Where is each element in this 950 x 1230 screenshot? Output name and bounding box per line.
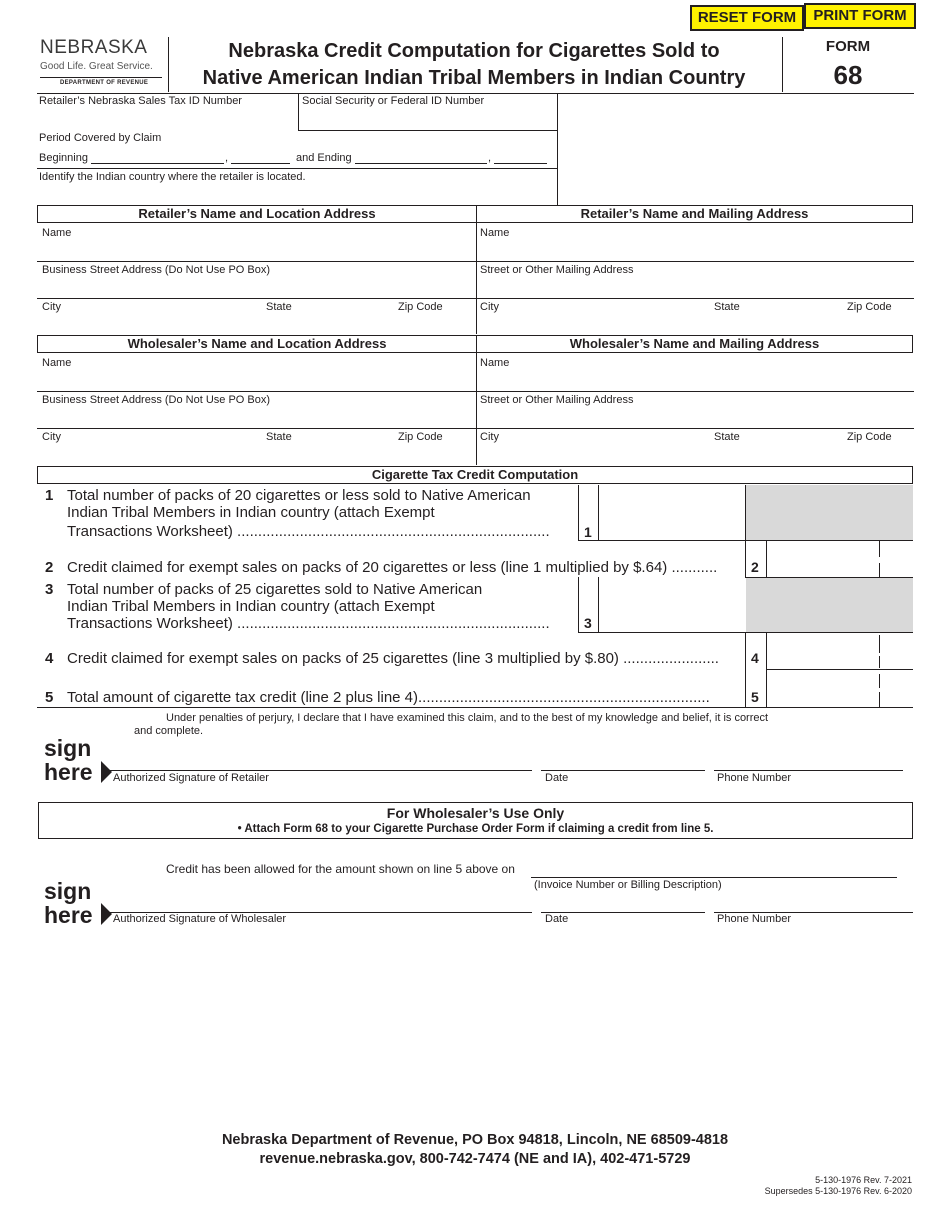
invoice-input[interactable] [532, 856, 896, 876]
ssn-fein-label: Social Security or Federal ID Number [302, 95, 485, 107]
line-4-cents-input[interactable] [881, 635, 912, 668]
line-2-cents-input[interactable] [881, 543, 912, 576]
line-5-dollars-input[interactable] [768, 671, 878, 706]
wholesaler-state-label: State [266, 431, 292, 443]
retailer-mailing-street-input[interactable] [478, 277, 912, 297]
line-1-number: 1 [45, 487, 54, 504]
wholesaler-city-label: City [42, 431, 61, 443]
line-3-box-label: 3 [584, 615, 592, 631]
wholesaler-mailing-city-state-zip-input[interactable] [478, 444, 912, 464]
footer-rev-block [765, 1175, 912, 1197]
indian-country-input[interactable] [38, 184, 556, 204]
beginning-date-input[interactable] [91, 163, 224, 164]
title-line-2: Native American Indian Tribal Members in Indian Country [202, 67, 746, 89]
wholesaler-mailing-header: Wholesaler’s Name and Mailing Address [476, 335, 913, 353]
line-4-number: 4 [45, 650, 54, 667]
retailer-mailing-city-state-zip-input[interactable] [478, 314, 912, 333]
line-3-input[interactable] [600, 578, 744, 632]
wholesaler-mailing-city-label: City [480, 431, 499, 443]
retailer-date-label: Date [545, 772, 569, 784]
line-5-number: 5 [45, 689, 54, 706]
sign-arrow-icon [101, 761, 112, 783]
comma-1: , [225, 152, 229, 164]
here-label-2: here [44, 902, 93, 928]
retailer-mailing-name-input[interactable] [478, 240, 912, 260]
wholesaler-zip-label: Zip Code [398, 431, 443, 443]
logo-tagline: Good Life. Great Service. [40, 61, 153, 72]
period-label: Period Covered by Claim [39, 132, 162, 144]
line-3-text-2: Indian Tribal Members in Indian country (attach Exempt [67, 598, 435, 615]
retailer-mailing-header: Retailer’s Name and Mailing Address [476, 205, 913, 223]
print-form-button[interactable]: PRINT FORM [804, 3, 916, 29]
retailer-mailing-name-label: Name [480, 227, 510, 239]
comma-2: , [488, 152, 492, 164]
line-1-text-1: Total number of packs of 20 cigarettes or less sold to Native American [67, 487, 531, 504]
line-3-number: 3 [45, 581, 54, 598]
title-line-1: Nebraska Credit Computation for Cigarettes Sold to [228, 40, 720, 62]
ending-date-input[interactable] [355, 163, 487, 164]
logo-name: NEBRASKA [40, 37, 148, 58]
wholesaler-mailing-name-label: Name [480, 357, 510, 369]
form-label: FORM [825, 38, 871, 55]
wholesaler-phone-label: Phone Number [717, 913, 791, 925]
line-3-shaded [746, 577, 913, 632]
retailer-mailing-street-label: Street or Other Mailing Address [480, 264, 634, 276]
retailer-city-state-zip-input[interactable] [38, 314, 474, 333]
retailer-name-input[interactable] [38, 240, 474, 260]
wholesaler-signature-label: Authorized Signature of Wholesaler [113, 913, 287, 925]
line-4-dollars-input[interactable] [768, 635, 878, 668]
ending-year-input[interactable] [494, 163, 547, 164]
footer-supersedes: Supersedes 5-130-1976 Rev. 6-2020 [764, 1186, 912, 1196]
footer-rev: 5-130-1976 Rev. 7-2021 [815, 1175, 912, 1185]
footer-contact: revenue.nebraska.gov, 800-742-7474 (NE and IA), 402-471-5729 [259, 1151, 691, 1167]
form-title [168, 38, 780, 92]
retailer-mailing-city-label: City [480, 301, 499, 313]
line-2-dollars-input[interactable] [768, 543, 878, 576]
wholesaler-use-title: For Wholesaler’s Use Only [386, 805, 565, 821]
wholesaler-street-input[interactable] [38, 407, 474, 427]
line-2-text: Credit claimed for exempt sales on packs of 20 cigarettes or less (line 1 multiplied by $.64) ........... [67, 559, 718, 576]
ssn-fein-input[interactable] [300, 108, 556, 130]
wholesaler-mailing-zip-label: Zip Code [847, 431, 892, 443]
retailer-phone-input[interactable] [715, 745, 902, 769]
line-3-text-1: Total number of packs of 25 cigarettes sold to Native American [67, 581, 483, 598]
form-number: 68 [833, 60, 863, 90]
wholesaler-location-header: Wholesaler’s Name and Location Address [37, 335, 477, 353]
wholesaler-city-state-zip-input[interactable] [38, 444, 474, 464]
line-4-box-label: 4 [751, 650, 759, 666]
retailer-state-label: State [266, 301, 292, 313]
line-5-cents-input[interactable] [881, 671, 912, 706]
retailer-phone-label: Phone Number [717, 772, 791, 784]
sign-label-2: sign [44, 878, 92, 904]
line-2-number: 2 [45, 559, 54, 576]
wholesaler-street-label: Business Street Address (Do Not Use PO Box) [42, 394, 271, 406]
line-1-text-2: Indian Tribal Members in Indian country (attach Exempt [67, 504, 435, 521]
retailer-city-label: City [42, 301, 61, 313]
reset-form-button[interactable]: RESET FORM [690, 5, 804, 31]
retailer-zip-label: Zip Code [398, 301, 443, 313]
invoice-label: (Invoice Number or Billing Description) [534, 879, 722, 891]
and-ending-label: and Ending [296, 152, 352, 164]
retailer-signature-input[interactable] [112, 745, 530, 769]
nebraska-logo [40, 37, 162, 86]
beginning-year-input[interactable] [231, 163, 290, 164]
retailer-street-label: Business Street Address (Do Not Use PO Box) [42, 264, 271, 276]
indian-country-label: Identify the Indian country where the retailer is located. [39, 171, 306, 183]
line-5-box-label: 5 [751, 689, 759, 705]
credit-allowed-label: Credit has been allowed for the amount shown on line 5 above on [166, 862, 515, 876]
retailer-signature-label: Authorized Signature of Retailer [113, 772, 269, 784]
wholesaler-name-input[interactable] [38, 370, 474, 390]
computation-header: Cigarette Tax Credit Computation [37, 466, 913, 484]
logo-department: DEPARTMENT OF REVENUE [60, 80, 149, 86]
retailer-date-input[interactable] [542, 745, 704, 769]
sign-label-1: sign [44, 735, 92, 761]
retailer-location-header: Retailer’s Name and Location Address [37, 205, 477, 223]
line-4-text: Credit claimed for exempt sales on packs of 25 cigarettes (line 3 multiplied by $.80) ....................... [67, 650, 719, 667]
line-1-shaded [746, 485, 913, 540]
wholesaler-signature-input[interactable] [112, 889, 530, 911]
retailer-street-input[interactable] [38, 277, 474, 297]
wholesaler-use-note: • Attach Form 68 to your Cigarette Purchase Order Form if claiming a credit from line 5. [237, 823, 714, 835]
line-2-box-label: 2 [751, 559, 759, 575]
line-1-input[interactable] [600, 486, 744, 540]
perjury-line-1: Under penalties of perjury, I declare that I have examined this claim, and to the best of my knowledge and belief, it is correct [166, 712, 769, 724]
wholesaler-date-input[interactable] [542, 889, 704, 911]
wholesaler-mailing-street-input[interactable] [478, 407, 912, 427]
sales-tax-id-label: Retailer’s Nebraska Sales Tax ID Number [39, 95, 242, 107]
beginning-label: Beginning [39, 152, 88, 164]
wholesaler-mailing-street-label: Street or Other Mailing Address [480, 394, 634, 406]
line-5-text: Total amount of cigarette tax credit (line 2 plus line 4)...................................................................... [67, 689, 710, 706]
line-1-box-label: 1 [584, 524, 592, 540]
line-1-text-3: Transactions Worksheet) ........................................................................... [67, 523, 550, 540]
perjury-line-2: and complete. [134, 725, 204, 737]
footer-address: Nebraska Department of Revenue, PO Box 94818, Lincoln, NE 68509-4818 [221, 1132, 729, 1148]
wholesaler-use-box [38, 802, 913, 839]
sales-tax-id-input[interactable] [38, 108, 296, 130]
footer-block [0, 1131, 950, 1169]
wholesaler-phone-input[interactable] [715, 889, 912, 911]
here-label-1: here [44, 759, 93, 785]
wholesaler-date-label: Date [545, 913, 569, 925]
retailer-mailing-zip-label: Zip Code [847, 301, 892, 313]
wholesaler-mailing-state-label: State [714, 431, 740, 443]
wholesaler-mailing-name-input[interactable] [478, 370, 912, 390]
line-3-text-3: Transactions Worksheet) ........................................................................... [67, 615, 550, 632]
sign-arrow-icon-2 [101, 903, 112, 925]
wholesaler-name-label: Name [42, 357, 72, 369]
retailer-name-label: Name [42, 227, 72, 239]
retailer-mailing-state-label: State [714, 301, 740, 313]
